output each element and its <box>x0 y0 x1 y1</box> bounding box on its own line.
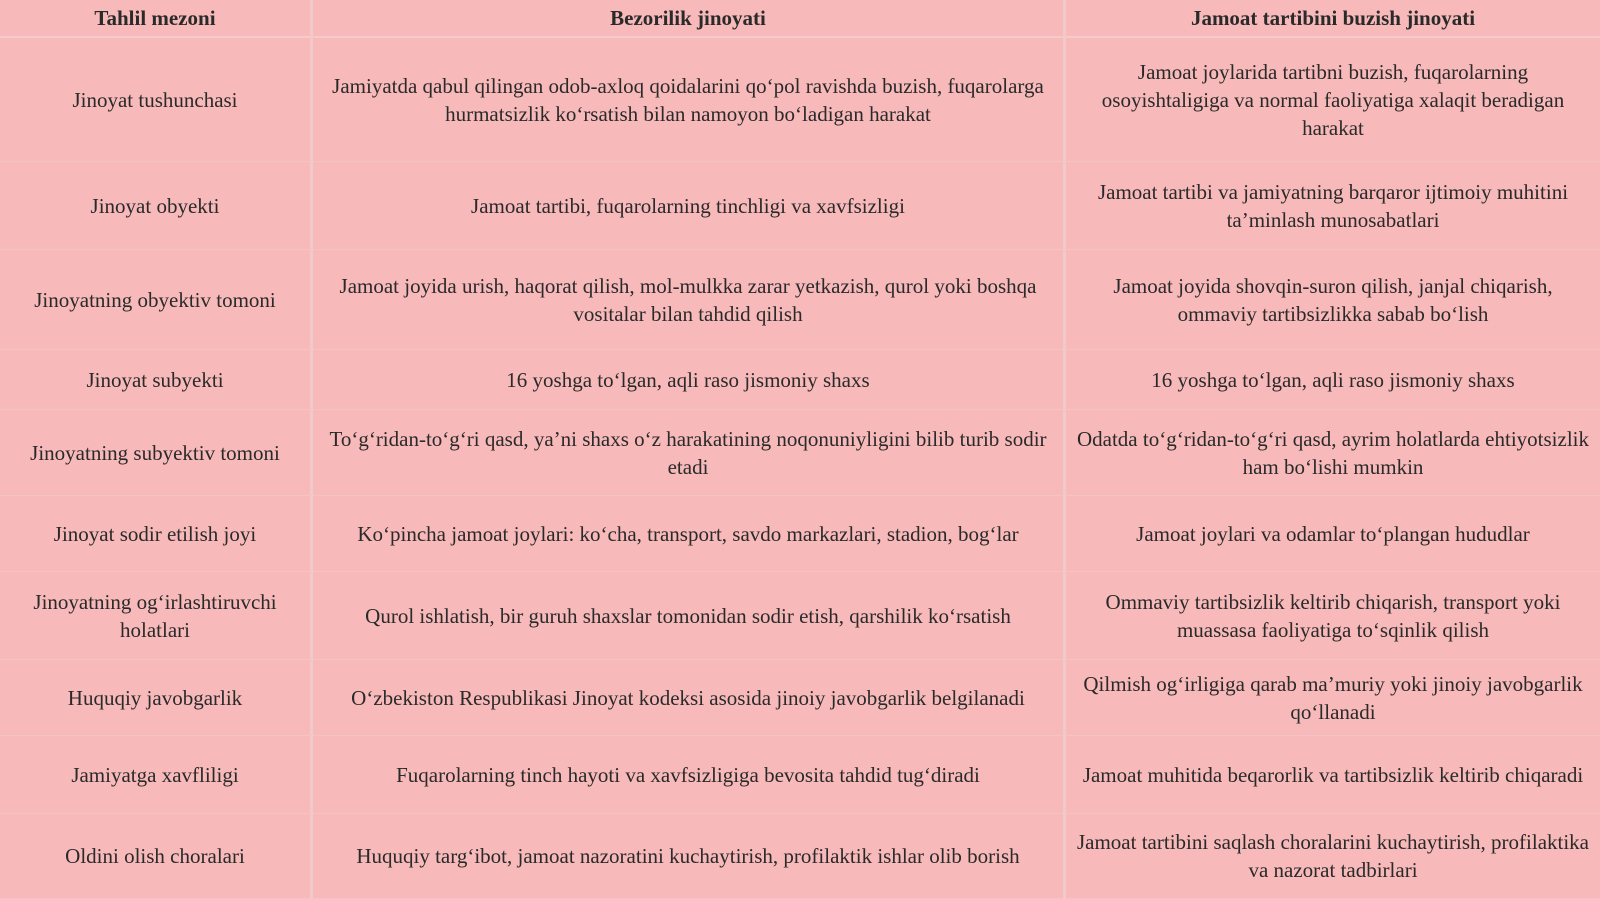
header-hooliganism: Bezorilik jinoyati <box>313 0 1066 38</box>
row-3-hooliganism: Jamoat joyida urish, haqorat qilish, mol-mulkka zarar yetkazish, qurol yoki boshqa vositalar bilan tahdid qilish <box>313 250 1066 350</box>
header-public-order: Jamoat tartibini buzish jinoyati <box>1066 0 1600 38</box>
row-1-hooliganism: Jamiyatda qabul qilingan odob-axloq qoidalarini qo‘pol ravishda buzish, fuqarolarga hurmatsizlik ko‘rsatish bilan namoyon bo‘ladigan harakat <box>313 38 1066 162</box>
row-8-hooliganism: O‘zbekiston Respublikasi Jinoyat kodeksi asosida jinoiy javobgarlik belgilanadi <box>313 660 1066 736</box>
row-5-hooliganism: To‘g‘ridan-to‘g‘ri qasd, ya’ni shaxs o‘z harakatining noqonuniyligini bilib turib sodir etadi <box>313 410 1066 496</box>
row-7-criterion: Jinoyatning og‘irlashtiruvchi holatlari <box>0 572 313 660</box>
row-4-hooliganism: 16 yoshga to‘lgan, aqli raso jismoniy shaxs <box>313 350 1066 410</box>
row-1-criterion: Jinoyat tushunchasi <box>0 38 313 162</box>
header-criterion: Tahlil mezoni <box>0 0 313 38</box>
row-2-public-order: Jamoat tartibi va jamiyatning barqaror ijtimoiy muhitini ta’minlash munosabatlari <box>1066 162 1600 250</box>
row-8-criterion: Huquqiy javobgarlik <box>0 660 313 736</box>
row-6-hooliganism: Ko‘pincha jamoat joylari: ko‘cha, transport, savdo markazlari, stadion, bog‘lar <box>313 496 1066 572</box>
row-9-criterion: Jamiyatga xavfliligi <box>0 736 313 814</box>
row-2-hooliganism: Jamoat tartibi, fuqarolarning tinchligi va xavfsizligi <box>313 162 1066 250</box>
row-4-criterion: Jinoyat subyekti <box>0 350 313 410</box>
row-7-public-order: Ommaviy tartibsizlik keltirib chiqarish, transport yoki muassasa faoliyatiga to‘sqinlik qilish <box>1066 572 1600 660</box>
row-9-public-order: Jamoat muhitida beqarorlik va tartibsizlik keltirib chiqaradi <box>1066 736 1600 814</box>
row-3-public-order: Jamoat joyida shovqin-suron qilish, janjal chiqarish, ommaviy tartibsizlikka sabab bo‘lish <box>1066 250 1600 350</box>
row-1-public-order: Jamoat joylarida tartibni buzish, fuqarolarning osoyishtaligiga va normal faoliyatiga xalaqit beradigan harakat <box>1066 38 1600 162</box>
row-9-hooliganism: Fuqarolarning tinch hayoti va xavfsizligiga bevosita tahdid tug‘diradi <box>313 736 1066 814</box>
row-8-public-order: Qilmish og‘irligiga qarab ma’muriy yoki jinoiy javobgarlik qo‘llanadi <box>1066 660 1600 736</box>
row-10-hooliganism: Huquqiy targ‘ibot, jamoat nazoratini kuchaytirish, profilaktik ishlar olib borish <box>313 814 1066 899</box>
row-2-criterion: Jinoyat obyekti <box>0 162 313 250</box>
row-4-public-order: 16 yoshga to‘lgan, aqli raso jismoniy shaxs <box>1066 350 1600 410</box>
row-5-public-order: Odatda to‘g‘ridan-to‘g‘ri qasd, ayrim holatlarda ehtiyotsizlik ham bo‘lishi mumkin <box>1066 410 1600 496</box>
row-7-hooliganism: Qurol ishlatish, bir guruh shaxslar tomonidan sodir etish, qarshilik ko‘rsatish <box>313 572 1066 660</box>
row-10-criterion: Oldini olish choralari <box>0 814 313 899</box>
row-6-criterion: Jinoyat sodir etilish joyi <box>0 496 313 572</box>
row-10-public-order: Jamoat tartibini saqlash choralarini kuchaytirish, profilaktika va nazorat tadbirlari <box>1066 814 1600 899</box>
row-3-criterion: Jinoyatning obyektiv tomoni <box>0 250 313 350</box>
row-6-public-order: Jamoat joylari va odamlar to‘plangan hududlar <box>1066 496 1600 572</box>
row-5-criterion: Jinoyatning subyektiv tomoni <box>0 410 313 496</box>
